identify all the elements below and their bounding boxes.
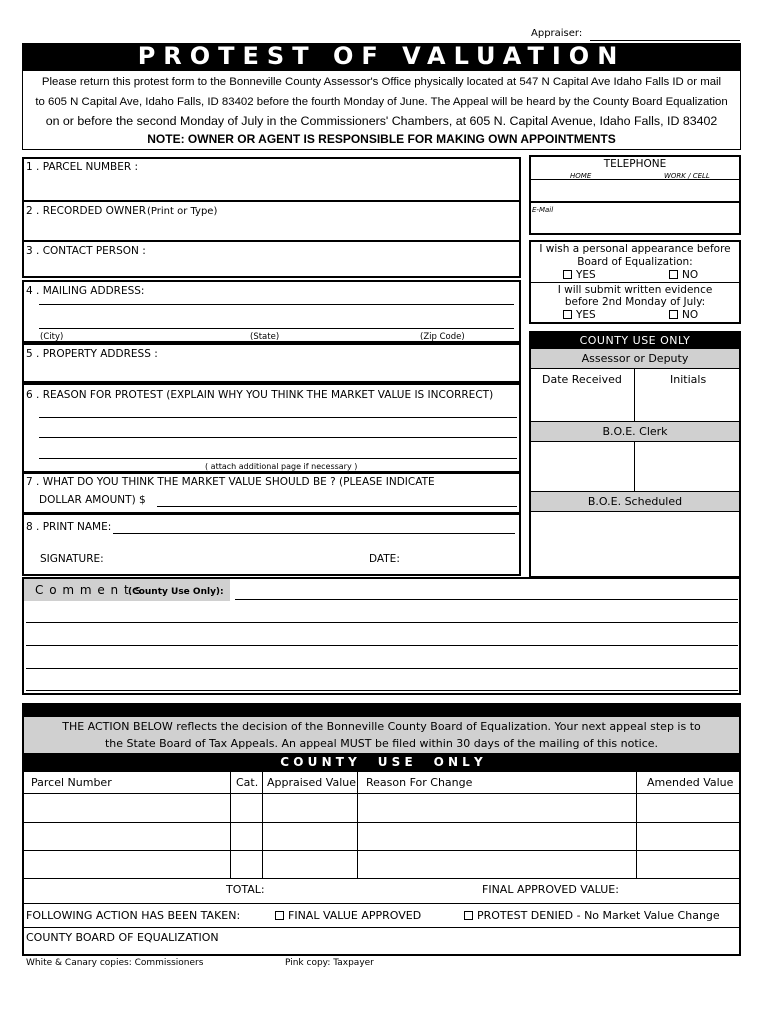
reason-line-3 <box>39 458 517 459</box>
assessor-header: Assessor or Deputy <box>531 349 739 369</box>
comments-sub-label: (County Use Only): <box>128 587 224 597</box>
print-name-line <box>113 533 515 534</box>
action-taken-label: FOLLOWING ACTION HAS BEEN TAKEN: <box>26 909 241 922</box>
decision-top-bar <box>24 705 739 717</box>
final-approved-value-label: FINAL APPROVED VALUE: <box>482 883 619 896</box>
col-amended-value: Amended Value <box>647 776 734 789</box>
col-divider-1 <box>230 772 231 878</box>
checkbox-icon[interactable] <box>563 310 572 319</box>
personal-appearance-line-2: Board of Equalization: <box>577 256 693 268</box>
table-row[interactable] <box>24 822 739 823</box>
written-no-label: NO <box>682 309 699 321</box>
decision-text-1: THE ACTION BELOW reflects the decision of the Bonneville County Board of Equalization. Your next appeal step is to <box>62 720 701 733</box>
comments-line-4 <box>26 668 738 669</box>
county-board-label: COUNTY BOARD OF EQUALIZATION <box>26 931 219 944</box>
boe-clerk-header: B.O.E. Clerk <box>531 421 739 442</box>
mailing-line-1 <box>39 304 514 305</box>
market-value-label-2: DOLLAR AMOUNT) $ <box>39 494 146 506</box>
table-row[interactable] <box>24 878 739 879</box>
col-divider-2 <box>262 772 263 878</box>
property-address-label: 5 . PROPERTY ADDRESS : <box>26 348 158 360</box>
checkbox-icon[interactable] <box>669 310 678 319</box>
personal-yes-label: YES <box>576 269 596 281</box>
market-value-label-1: 7 . WHAT DO YOU THINK THE MARKET VALUE SHOULD BE ? (PLEASE INDICATE <box>26 476 435 488</box>
reason-line-2 <box>39 437 517 438</box>
email-label: E-Mail <box>532 206 554 214</box>
attach-note: ( attach additional page if necessary ) <box>205 462 358 471</box>
written-evidence-line-2: before 2nd Monday of July: <box>564 296 706 308</box>
parcel-number-label: 1 . PARCEL NUMBER : <box>26 161 139 173</box>
instructions-line-3: on or before the second Monday of July in the Commissioners' Chambers, at 605 N. Capital Avenue, Idaho Falls, ID 83402 <box>45 114 718 128</box>
protest-denied-option[interactable] <box>464 910 720 922</box>
signature-label: SIGNATURE: <box>40 553 104 565</box>
county-use-title: COUNTY USE ONLY <box>531 333 739 349</box>
reason-label: 6 . REASON FOR PROTEST (EXPLAIN WHY YOU THINK THE MARKET VALUE IS INCORRECT) <box>26 389 494 401</box>
telephone-divider <box>531 179 739 180</box>
telephone-work-label: WORK / CELL <box>664 172 710 180</box>
date-label: DATE: <box>369 553 400 565</box>
checkbox-icon[interactable] <box>275 911 284 920</box>
title-bar <box>22 43 741 70</box>
recorded-owner-hint: (Print or Type) <box>147 206 218 217</box>
appraiser-label: Appraiser: <box>531 28 583 39</box>
col-divider-3 <box>357 772 358 878</box>
appraiser-line <box>590 40 740 41</box>
date-received-label: Date Received <box>542 373 622 386</box>
county-use-banner: C O U N T Y U S E O N L Y <box>24 753 739 772</box>
personal-appearance-line-1: I wish a personal appearance before <box>539 243 731 255</box>
checkbox-icon[interactable] <box>464 911 473 920</box>
comments-line-2 <box>26 622 738 623</box>
state-label: (State) <box>250 332 280 342</box>
col-parcel-number: Parcel Number <box>31 776 112 789</box>
contact-person-label: 3 . CONTACT PERSON : <box>26 245 146 257</box>
personal-yes-option[interactable] <box>563 269 596 281</box>
action-row-bottom <box>24 927 739 928</box>
written-yes-label: YES <box>576 309 596 321</box>
col-appraised-value: Appraised Value <box>267 776 356 789</box>
market-value-line <box>157 506 517 507</box>
telephone-home-label: HOME <box>570 172 592 180</box>
boe-scheduled-header: B.O.E. Scheduled <box>531 491 739 512</box>
telephone-title: TELEPHONE <box>603 158 667 170</box>
total-row-bottom <box>24 903 739 904</box>
checkbox-icon[interactable] <box>563 270 572 279</box>
written-no-option[interactable] <box>669 309 698 321</box>
protest-denied-label: PROTEST DENIED - No Market Value Change <box>477 909 720 922</box>
col-reason-for-change: Reason For Change <box>366 776 473 789</box>
zip-label: (Zip Code) <box>420 332 465 342</box>
comments-line-1 <box>235 599 738 600</box>
mailing-address-label: 4 . MAILING ADDRESS: <box>26 285 145 297</box>
instructions-line-1: Please return this protest form to the Bonneville County Assessor's Office physically located at 547 N Capital Ave Idaho Falls ID or mail <box>41 76 722 88</box>
email-field[interactable] <box>529 201 741 235</box>
initials-label: Initials <box>670 373 707 386</box>
footer-white-canary: White & Canary copies: Commissioners <box>26 958 204 968</box>
comments-line-3 <box>26 645 738 646</box>
print-name-label: 8 . PRINT NAME: <box>26 521 112 533</box>
table-row[interactable] <box>24 850 739 851</box>
recorded-owner-label: 2 . RECORDED OWNER <box>26 205 147 217</box>
checkbox-icon[interactable] <box>669 270 678 279</box>
appointment-note: NOTE: OWNER OR AGENT IS RESPONSIBLE FOR MAKING OWN APPOINTMENTS <box>147 132 616 146</box>
col-divider-4 <box>636 772 637 878</box>
comments-line-5 <box>26 690 738 691</box>
written-evidence-line-1: I will submit written evidence <box>557 284 713 296</box>
instructions-line-2: to 605 N Capital Ave, Idaho Falls, ID 83402 before the fourth Monday of June. The Appeal will be heard by the County Board Equalization <box>35 96 728 108</box>
personal-no-label: NO <box>682 269 699 281</box>
appearance-divider <box>531 282 739 283</box>
footer-pink: Pink copy: Taxpayer <box>285 958 374 968</box>
page-title: PROTEST OF VALUATION <box>137 42 626 70</box>
final-value-approved-label: FINAL VALUE APPROVED <box>288 909 422 922</box>
final-value-approved-option[interactable] <box>275 910 421 922</box>
mailing-line-2 <box>39 328 514 329</box>
header-row-bottom <box>24 793 739 794</box>
personal-no-option[interactable] <box>669 269 698 281</box>
clerk-divider <box>634 441 635 491</box>
comments-label: C o m m e n t s <box>35 583 142 597</box>
city-label: (City) <box>40 332 64 342</box>
reason-line-1 <box>39 417 517 418</box>
total-label: TOTAL: <box>226 883 265 896</box>
written-yes-option[interactable] <box>563 309 596 321</box>
decision-text-2: the State Board of Tax Appeals. An appeal MUST be filed within 30 days of the mailing of this notice. <box>104 737 659 750</box>
col-cat: Cat. <box>236 776 259 789</box>
assessor-divider <box>634 368 635 421</box>
